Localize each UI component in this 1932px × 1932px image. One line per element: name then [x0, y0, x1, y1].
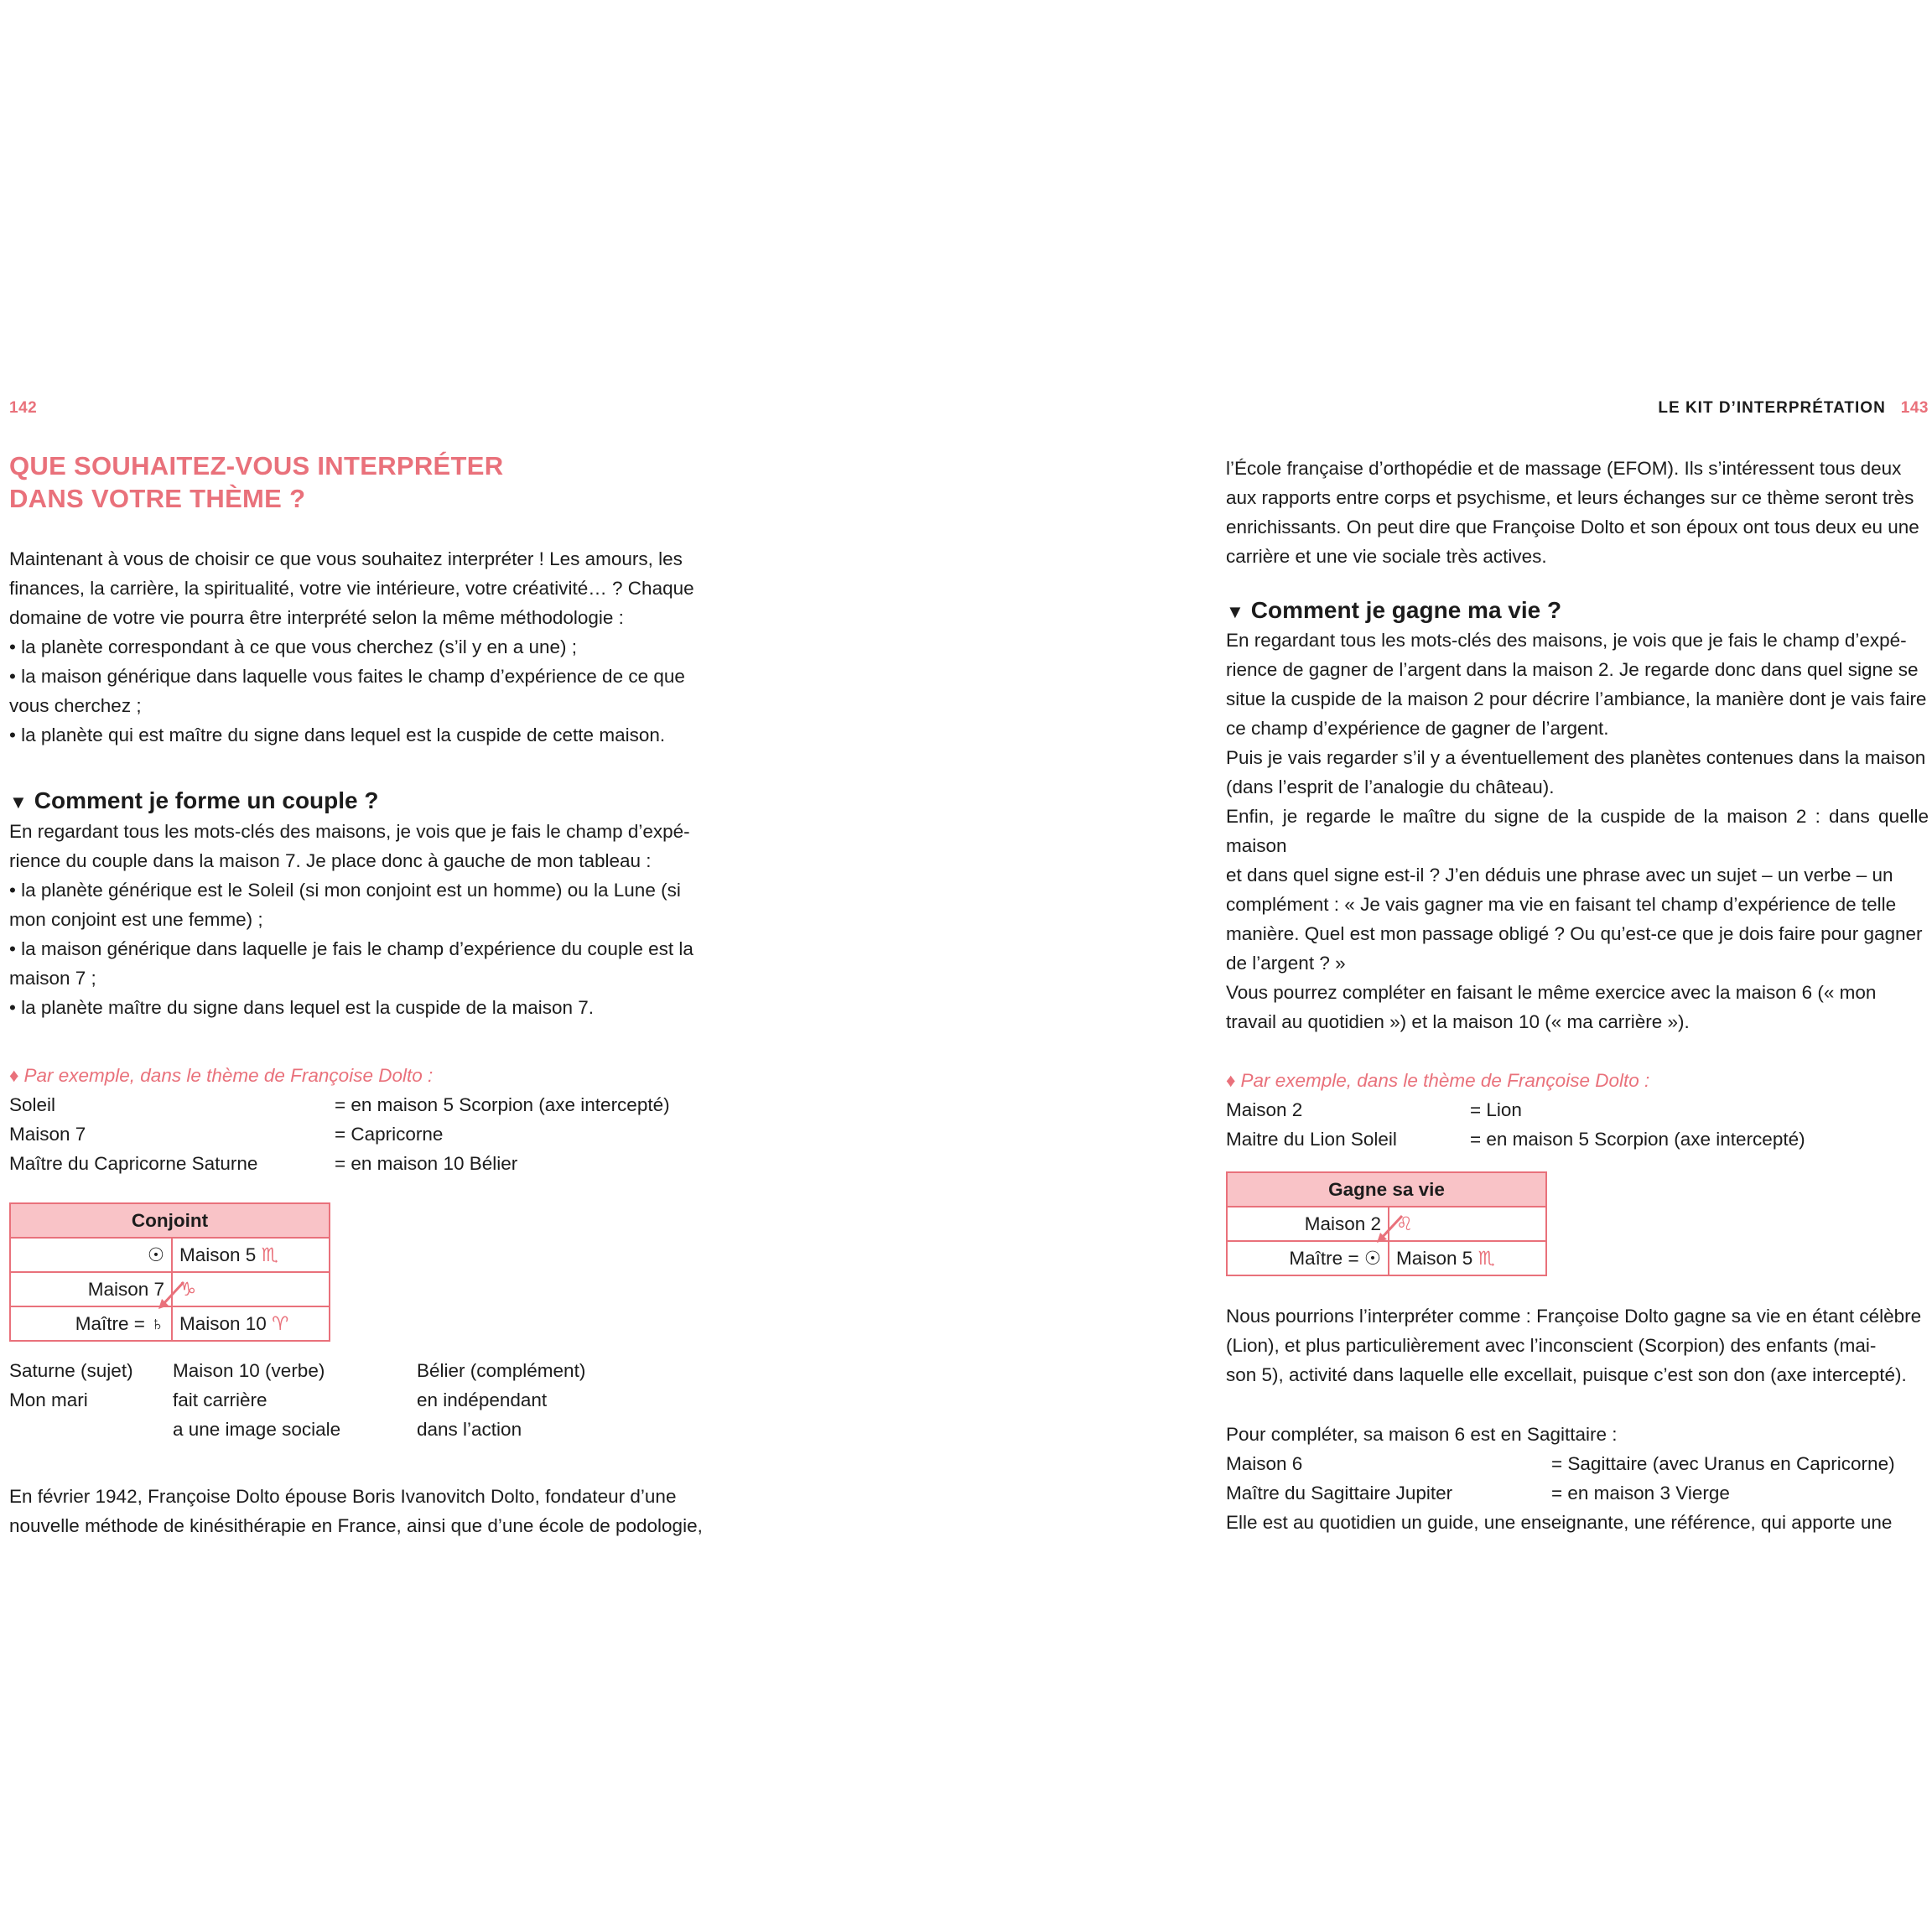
text-line: (dans l’esprit de l’analogie du château). — [1226, 776, 1555, 797]
pair-value: = en maison 5 Scorpion (axe intercepté) — [335, 1094, 670, 1115]
scorpio-icon: ♏ — [1478, 1247, 1495, 1269]
interpretation-paragraph — [1226, 1301, 1929, 1389]
text-line: ce champ d’expérience de gagner de l’argent. — [1226, 718, 1609, 739]
text-line: domaine de votre vie pourra être interprété selon la même méthodologie : — [9, 607, 624, 628]
phrase-column-verb — [173, 1356, 417, 1444]
text-line: • la maison générique dans laquelle vous faites le champ d’expérience de ce que — [9, 666, 685, 687]
example-row — [1226, 1478, 1895, 1508]
table-cell-left: Maître = ☉ — [1227, 1241, 1389, 1275]
diamond-icon: ♦ — [9, 1065, 19, 1086]
table-cell-left: Maison 7 — [10, 1272, 172, 1306]
text-line: nouvelle méthode de kinésithérapie en France, ainsi que d’une école de podologie, — [9, 1515, 703, 1536]
example-heading-text: Par exemple, dans le thème de Françoise Dolto : — [1240, 1070, 1650, 1091]
table-cell-right — [172, 1238, 330, 1272]
page-number-right: 143 — [1900, 399, 1929, 417]
text-line: • la planète générique est le Soleil (si mon conjoint est un homme) ou la Lune (si — [9, 880, 681, 901]
text-line: Vous pourrez compléter en faisant le même exercice avec la maison 6 (« mon — [1226, 982, 1877, 1003]
section-heading-income — [1226, 595, 1561, 627]
pair-value: = Lion — [1470, 1099, 1522, 1120]
text-line: En février 1942, Françoise Dolto épouse Boris Ivanovitch Dolto, fondateur d’une — [9, 1486, 677, 1507]
table-row — [1227, 1241, 1546, 1275]
phrase-column-subject — [9, 1356, 173, 1444]
cell-text: Maison 5 — [1396, 1247, 1473, 1269]
text-line: situe la cuspide de la maison 2 pour décrire l’ambiance, la manière dont je vais faire — [1226, 688, 1927, 709]
table-cell-left: Maître = ♄ — [10, 1306, 172, 1341]
phrase-cell: a une image sociale — [173, 1419, 341, 1440]
leo-icon: ♌ — [1396, 1213, 1414, 1234]
conjoint-table — [9, 1202, 330, 1342]
page-title — [9, 449, 503, 515]
phrase-cell: Saturne (sujet) — [9, 1360, 133, 1381]
text-line: Maintenant à vous de choisir ce que vous souhaitez interpréter ! Les amours, les — [9, 548, 683, 569]
example-heading-text: Par exemple, dans le thème de Françoise Dolto : — [23, 1065, 434, 1086]
text-line: • la planète qui est maître du signe dans lequel est la cuspide de cette maison. — [9, 724, 666, 745]
pair-key: Soleil — [9, 1094, 56, 1115]
text-line: enrichissants. On peut dire que Françoise Dolto et son époux ont tous deux eu une — [1226, 517, 1919, 538]
example-pairs — [1226, 1095, 1805, 1154]
text-line: carrière et une vie sociale très actives. — [1226, 546, 1547, 567]
phrase-cell: Bélier (complément) — [417, 1360, 586, 1381]
text-line: • la planète maître du signe dans lequel est la cuspide de la maison 7. — [9, 997, 595, 1018]
table-cell-right — [1389, 1241, 1546, 1275]
table-row — [10, 1238, 330, 1272]
pair-key: Maison 6 — [1226, 1453, 1303, 1474]
text-line: complément : « Je vais gagner ma vie en faisant tel champ d’expérience de telle — [1226, 894, 1897, 915]
text-line: En regardant tous les mots-clés des maisons, je vois que je fais le champ d’expé- — [1226, 630, 1907, 651]
closing-paragraph — [9, 1482, 714, 1540]
phrase-columns — [9, 1356, 585, 1444]
complement-paragraph — [1226, 978, 1929, 1036]
pair-key: Maison 2 — [1226, 1099, 1303, 1120]
arrow-icon — [155, 1279, 189, 1312]
example-row — [9, 1119, 670, 1149]
text-line: maison 7 ; — [9, 968, 96, 989]
triangle-down-icon: ▼ — [9, 792, 28, 813]
couple-paragraph — [9, 817, 714, 1022]
section-heading-text: Comment je gagne ma vie ? — [1250, 597, 1562, 623]
phrase-column-complement — [417, 1356, 585, 1444]
pair-key: Maitre du Lion Soleil — [1226, 1129, 1397, 1150]
title-line: QUE SOUHAITEZ-VOUS INTERPRÉTER — [9, 451, 504, 480]
pair-value: = en maison 10 Bélier — [335, 1153, 518, 1174]
text-line: son 5), activité dans laquelle elle excellait, puisque c’est son don (axe intercepté). — [1226, 1364, 1907, 1385]
table-cell-left — [10, 1238, 172, 1272]
continuation-paragraph — [1226, 454, 1929, 571]
pair-key: Maison 7 — [9, 1124, 86, 1145]
pair-value: = en maison 3 Vierge — [1551, 1483, 1730, 1504]
cell-text: Maison 10 — [179, 1312, 267, 1334]
example-heading — [1226, 1066, 1649, 1095]
example-row — [9, 1090, 670, 1119]
table-header: Conjoint — [10, 1203, 330, 1238]
table-header: Gagne sa vie — [1227, 1172, 1546, 1207]
diamond-icon: ♦ — [1226, 1070, 1236, 1091]
phrase-cell: dans l’action — [417, 1419, 522, 1440]
text-line: • la planète correspondant à ce que vous cherchez (s’il y en a une) ; — [9, 636, 578, 657]
capricorn-icon: ♑ — [179, 1278, 197, 1300]
text-line: aux rapports entre corps et psychisme, et leurs échanges sur ce thème seront très — [1226, 487, 1914, 508]
text-line: • la maison générique dans laquelle je fais le champ d’expérience du couple est la — [9, 938, 693, 959]
complement-pairs — [1226, 1449, 1895, 1508]
example-row — [1226, 1095, 1805, 1124]
text-line: Nous pourrions l’interpréter comme : Françoise Dolto gagne sa vie en étant célèbre — [1226, 1306, 1922, 1327]
phrase-cell: fait carrière — [173, 1389, 267, 1410]
section-heading-couple — [9, 786, 378, 818]
scorpio-icon: ♏ — [261, 1244, 278, 1265]
example-heading — [9, 1061, 433, 1090]
running-header — [1658, 399, 1929, 418]
running-head-title: LE KIT D’INTERPRÉTATION — [1658, 399, 1886, 417]
cell-text: Maison 5 — [179, 1244, 257, 1265]
income-paragraph — [1226, 626, 1929, 978]
text-line: rience du couple dans la maison 7. Je place donc à gauche de mon tableau : — [9, 850, 652, 871]
text-line: vous cherchez ; — [9, 695, 142, 716]
example-pairs — [9, 1090, 670, 1178]
arrow-icon — [1374, 1213, 1407, 1246]
phrase-cell: Maison 10 (verbe) — [173, 1360, 325, 1381]
phrase-cell: en indépendant — [417, 1389, 548, 1410]
text-line: travail au quotidien ») et la maison 10 (« ma carrière »). — [1226, 1011, 1690, 1032]
table-cell-right — [172, 1272, 330, 1306]
table-cell-left: Maison 2 — [1227, 1207, 1389, 1241]
aries-icon: ♈ — [272, 1312, 289, 1334]
final-line: Elle est au quotidien un guide, une enseignante, une référence, qui apporte une — [1226, 1512, 1893, 1533]
pair-value: = en maison 5 Scorpion (axe intercepté) — [1470, 1129, 1805, 1150]
text-line: manière. Quel est mon passage obligé ? Ou qu’est-ce que je dois faire pour gagner — [1226, 923, 1923, 944]
table-cell-right — [1389, 1207, 1546, 1241]
complement-intro: Pour compléter, sa maison 6 est en Sagittaire : — [1226, 1424, 1618, 1445]
page-number-left: 142 — [9, 399, 38, 417]
text-line: Enfin, je regarde le maître du signe de la cuspide de la maison 2 : dans quelle maison — [1226, 806, 1929, 856]
intro-paragraph — [9, 544, 714, 750]
text-line: Puis je vais regarder s’il y a éventuellement des planètes contenues dans la maison — [1226, 747, 1926, 768]
text-line: mon conjoint est une femme) ; — [9, 909, 263, 930]
text-line: (Lion), et plus particulièrement avec l’inconscient (Scorpion) des enfants (mai- — [1226, 1335, 1877, 1356]
text-line: de l’argent ? » — [1226, 953, 1346, 974]
title-line: DANS VOTRE THÈME ? — [9, 484, 306, 513]
section-heading-text: Comment je forme un couple ? — [34, 787, 379, 813]
example-row — [1226, 1449, 1895, 1478]
example-row — [9, 1149, 670, 1178]
pair-value: = Capricorne — [335, 1124, 444, 1145]
text-line: et dans quel signe est-il ? J’en déduis une phrase avec un sujet – un verbe – un — [1226, 865, 1893, 886]
example-row — [1226, 1124, 1805, 1154]
table-cell-right — [172, 1306, 330, 1341]
sun-icon: ☉ — [147, 1244, 164, 1265]
text-line: rience de gagner de l’argent dans la maison 2. Je regarde donc dans quel signe se — [1226, 659, 1919, 680]
text-line: finances, la carrière, la spiritualité, votre vie intérieure, votre créativité… ? Chaque — [9, 578, 694, 599]
pair-key: Maître du Sagittaire Jupiter — [1226, 1483, 1453, 1504]
pair-value: = Sagittaire (avec Uranus en Capricorne) — [1551, 1453, 1895, 1474]
text-line: En regardant tous les mots-clés des maisons, je vois que je fais le champ d’expé- — [9, 821, 690, 842]
pair-key: Maître du Capricorne Saturne — [9, 1153, 258, 1174]
phrase-cell: Mon mari — [9, 1389, 88, 1410]
triangle-down-icon: ▼ — [1226, 601, 1244, 622]
text-line: l’École française d’orthopédie et de massage (EFOM). Ils s’intéressent tous deux — [1226, 458, 1902, 479]
